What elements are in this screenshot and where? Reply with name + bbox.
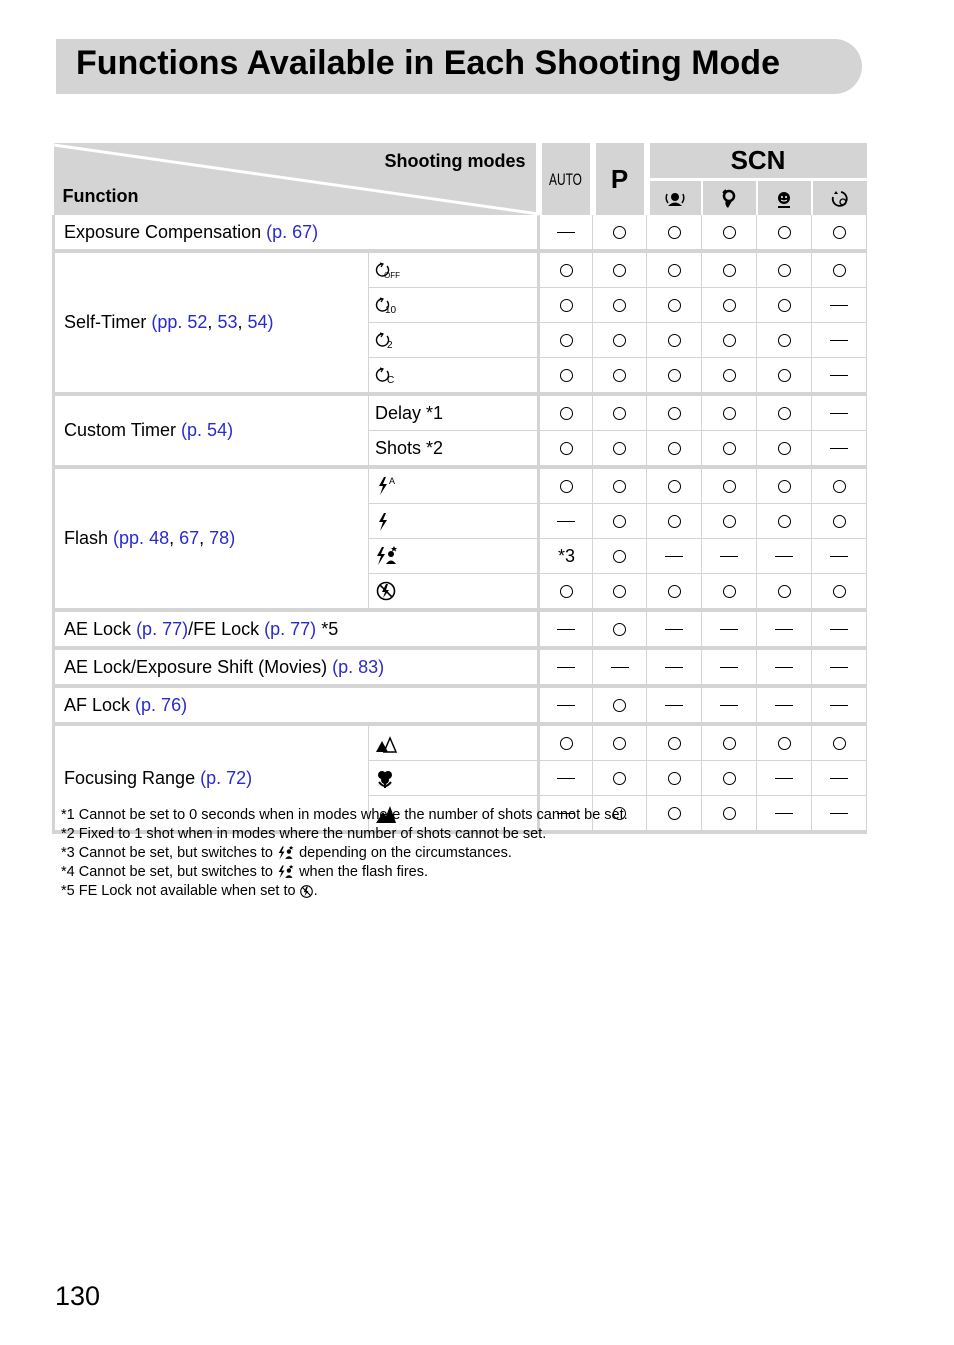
self-timer-ref[interactable]: 54) xyxy=(247,312,274,332)
flash-ref[interactable]: (pp. 48 xyxy=(113,528,170,548)
smart-shutter-icon xyxy=(774,189,794,209)
cell-available xyxy=(647,251,702,288)
cell-available xyxy=(593,394,647,431)
cell-available xyxy=(647,288,702,323)
cell-dash xyxy=(812,648,867,686)
cell-available xyxy=(647,358,702,395)
svg-text:10: 10 xyxy=(385,304,397,316)
timer-custom-icon xyxy=(375,366,397,386)
cell-dash xyxy=(812,610,867,648)
table-row xyxy=(54,215,867,251)
cell-available xyxy=(539,251,593,288)
cell-dash xyxy=(812,761,867,796)
cell-available xyxy=(593,288,647,323)
cell-available xyxy=(647,796,702,833)
cell-available xyxy=(647,394,702,431)
ae-lock-ref[interactable]: (p. 77) xyxy=(136,618,189,639)
table-row xyxy=(54,394,867,431)
ae-lock-exposure-shift-cell xyxy=(54,648,539,686)
cell-available xyxy=(702,467,757,504)
cell-dash xyxy=(539,610,593,648)
cell-dash xyxy=(757,796,812,833)
mode-scn-label: SCN xyxy=(730,145,786,175)
cell-dash xyxy=(647,648,702,686)
note-5-marker: *5 xyxy=(321,618,339,639)
face-self-timer-icon xyxy=(829,189,851,209)
cell-available xyxy=(647,215,702,251)
cell-dash xyxy=(647,610,702,648)
svg-text:2: 2 xyxy=(387,339,393,351)
focusing-range-ref[interactable]: (p. 72) xyxy=(200,767,253,788)
ae-lock-exposure-shift-label: AE Lock/Exposure Shift (Movies) xyxy=(64,656,328,677)
cell-available xyxy=(539,431,593,468)
cell-available xyxy=(539,467,593,504)
mode-p-label: P xyxy=(610,163,629,194)
cell-available xyxy=(757,358,812,395)
cell-dash xyxy=(539,215,593,251)
mode-auto-header xyxy=(539,143,593,215)
cell-dash xyxy=(539,504,593,539)
mode-auto-label: AUTO xyxy=(549,169,582,189)
kids-pets-icon xyxy=(665,190,685,208)
cell-available xyxy=(593,431,647,468)
table-row xyxy=(54,686,867,724)
cell-available xyxy=(593,358,647,395)
shots-label: Shots *2 xyxy=(369,431,539,468)
cell-available xyxy=(593,761,647,796)
self-timer-ref[interactable]: (pp. 52 xyxy=(151,312,208,332)
page-title: Functions Available in Each Shooting Mode xyxy=(76,44,780,82)
cell-available xyxy=(702,796,757,833)
cell-available xyxy=(593,539,647,574)
table-corner-header xyxy=(54,143,539,215)
macro-icon xyxy=(375,769,395,789)
cell-dash xyxy=(702,539,757,574)
cell-dash xyxy=(702,610,757,648)
functions-table xyxy=(52,143,867,834)
slow-synchro-icon xyxy=(375,545,399,567)
cell-dash xyxy=(812,358,867,395)
exposure-compensation-ref[interactable]: (p. 67) xyxy=(266,221,319,242)
cell-available xyxy=(757,215,812,251)
cell-available xyxy=(702,358,757,395)
cell-available xyxy=(757,394,812,431)
cell-available xyxy=(702,761,757,796)
exposure-compensation-label: Exposure Compensation xyxy=(64,221,262,242)
cell-dash xyxy=(647,539,702,574)
cell-available xyxy=(647,467,702,504)
page-number: 130 xyxy=(55,1281,101,1311)
footnote-1: *1 Cannot be set to 0 seconds when in modes where the number of shots cannot be set. xyxy=(61,807,628,823)
table-row xyxy=(54,251,867,288)
af-lock-label: AF Lock xyxy=(64,694,131,715)
scn-portrait-header xyxy=(702,180,757,216)
cell-available xyxy=(593,251,647,288)
cell-available xyxy=(539,724,593,761)
af-lock-ref[interactable]: (p. 76) xyxy=(135,694,188,715)
cell-available xyxy=(702,394,757,431)
cell-available xyxy=(647,761,702,796)
scn-kids-pets-header xyxy=(647,180,702,216)
cell-available xyxy=(757,724,812,761)
svg-text:OFF: OFF xyxy=(384,270,400,280)
cell-available xyxy=(812,724,867,761)
cell-dash xyxy=(757,610,812,648)
cell-available xyxy=(757,288,812,323)
fe-lock-ref[interactable]: (p. 77) xyxy=(264,618,317,639)
cell-dash xyxy=(757,539,812,574)
scn-smart-shutter-header xyxy=(757,180,812,216)
cell-available xyxy=(702,504,757,539)
flash-off-icon xyxy=(375,580,397,602)
cell-available xyxy=(757,251,812,288)
flash-ref[interactable]: 78) xyxy=(209,528,236,548)
cell-dash xyxy=(757,761,812,796)
cell-dash xyxy=(812,539,867,574)
cell-note-3: *3 xyxy=(539,539,593,574)
cell-available xyxy=(647,724,702,761)
flash-on-icon xyxy=(375,512,395,532)
footnotes xyxy=(61,806,628,901)
timer-custom-cell xyxy=(369,358,539,395)
cell-available xyxy=(539,358,593,395)
cell-available xyxy=(593,323,647,358)
shooting-modes-label: Shooting modes xyxy=(384,151,526,171)
table-row xyxy=(54,610,867,648)
cell-available xyxy=(757,467,812,504)
portrait-icon xyxy=(720,189,738,209)
cell-available xyxy=(812,251,867,288)
cell-available xyxy=(539,288,593,323)
cell-available xyxy=(647,323,702,358)
slow-synchro-icon xyxy=(277,864,295,880)
flash-label: Flash xyxy=(64,528,109,548)
slow-sync-cell xyxy=(369,539,539,574)
self-timer-cell: Self-Timer (pp. 52, 53, 54) xyxy=(54,251,369,394)
cell-dash xyxy=(702,686,757,724)
normal-af-icon xyxy=(375,735,397,753)
cell-available xyxy=(702,724,757,761)
cell-dash xyxy=(539,686,593,724)
flash-ref[interactable]: 67 xyxy=(179,528,200,548)
cell-dash xyxy=(757,648,812,686)
footnote-2: *2 Fixed to 1 shot when in modes where the number of shots cannot be set. xyxy=(61,826,547,842)
cell-dash xyxy=(812,686,867,724)
cell-dash xyxy=(812,431,867,468)
normal-focus-cell xyxy=(369,724,539,761)
cell-available xyxy=(702,574,757,611)
function-label: Function xyxy=(62,186,139,206)
delay-label: Delay *1 xyxy=(369,394,539,431)
custom-timer-label: Custom Timer xyxy=(64,420,177,440)
cell-available xyxy=(812,215,867,251)
timer-10s-cell xyxy=(369,288,539,323)
cell-available xyxy=(812,504,867,539)
footnote-3: *3 Cannot be set, but switches to depending on the circumstances. xyxy=(61,845,512,861)
ae-fe-lock-cell xyxy=(54,610,539,648)
footnote-5: *5 FE Lock not available when set to . xyxy=(61,883,318,899)
scn-face-timer-header xyxy=(812,180,867,216)
flash-auto-icon xyxy=(375,475,399,497)
cell-available xyxy=(593,467,647,504)
cell-dash xyxy=(812,288,867,323)
cell-dash xyxy=(647,686,702,724)
flash-cell: Flash (pp. 48, 67, 78) xyxy=(54,467,369,610)
cell-available xyxy=(647,431,702,468)
macro-cell xyxy=(369,761,539,796)
custom-timer-cell xyxy=(54,394,369,467)
flash-auto-cell xyxy=(369,467,539,504)
cell-dash xyxy=(702,648,757,686)
timer-2s-cell xyxy=(369,323,539,358)
timer-off-cell xyxy=(369,251,539,288)
cell-available xyxy=(539,574,593,611)
flash-off-cell xyxy=(369,574,539,611)
footnote-4: *4 Cannot be set, but switches to when the flash fires. xyxy=(61,864,429,880)
cell-available xyxy=(812,574,867,611)
ae-lock-label: AE Lock xyxy=(64,618,132,639)
cell-available xyxy=(539,394,593,431)
flash-off-icon xyxy=(299,884,314,899)
exposure-compensation-cell xyxy=(54,215,539,251)
slow-synchro-icon xyxy=(277,845,295,861)
self-timer-label: Self-Timer xyxy=(64,312,147,332)
timer-off-icon xyxy=(375,261,400,281)
cell-available xyxy=(647,574,702,611)
cell-available xyxy=(593,215,647,251)
af-lock-cell xyxy=(54,686,539,724)
cell-available xyxy=(593,686,647,724)
cell-available xyxy=(702,215,757,251)
svg-text:A: A xyxy=(389,476,396,487)
mode-scn-header xyxy=(647,143,867,180)
cell-available xyxy=(647,504,702,539)
flash-on-cell xyxy=(369,504,539,539)
focusing-range-label: Focusing Range xyxy=(64,767,196,788)
table-row xyxy=(54,724,867,761)
timer-2s-icon xyxy=(375,331,397,351)
cell-dash xyxy=(539,761,593,796)
cell-available xyxy=(702,323,757,358)
table-row xyxy=(54,648,867,686)
cell-available xyxy=(702,431,757,468)
cell-available xyxy=(593,724,647,761)
fe-lock-label: /FE Lock xyxy=(188,618,260,639)
title-bar xyxy=(56,39,862,94)
cell-available xyxy=(757,574,812,611)
cell-available xyxy=(593,504,647,539)
cell-available xyxy=(702,288,757,323)
cell-dash xyxy=(539,648,593,686)
cell-available xyxy=(757,504,812,539)
mode-p-header xyxy=(593,143,647,215)
cell-dash xyxy=(757,686,812,724)
cell-dash xyxy=(593,648,647,686)
ae-lock-exposure-shift-ref[interactable]: (p. 83) xyxy=(332,656,385,677)
svg-text:C: C xyxy=(387,374,395,386)
cell-dash xyxy=(812,796,867,833)
cell-available xyxy=(593,574,647,611)
cell-available xyxy=(702,251,757,288)
timer-10s-icon xyxy=(375,296,397,316)
cell-dash xyxy=(812,394,867,431)
cell-available xyxy=(539,323,593,358)
custom-timer-ref[interactable]: (p. 54) xyxy=(181,420,234,440)
self-timer-ref[interactable]: 53 xyxy=(217,312,238,332)
cell-available xyxy=(812,467,867,504)
cell-available xyxy=(593,610,647,648)
cell-available xyxy=(757,323,812,358)
cell-dash xyxy=(812,323,867,358)
table-row xyxy=(54,467,867,504)
cell-available xyxy=(757,431,812,468)
